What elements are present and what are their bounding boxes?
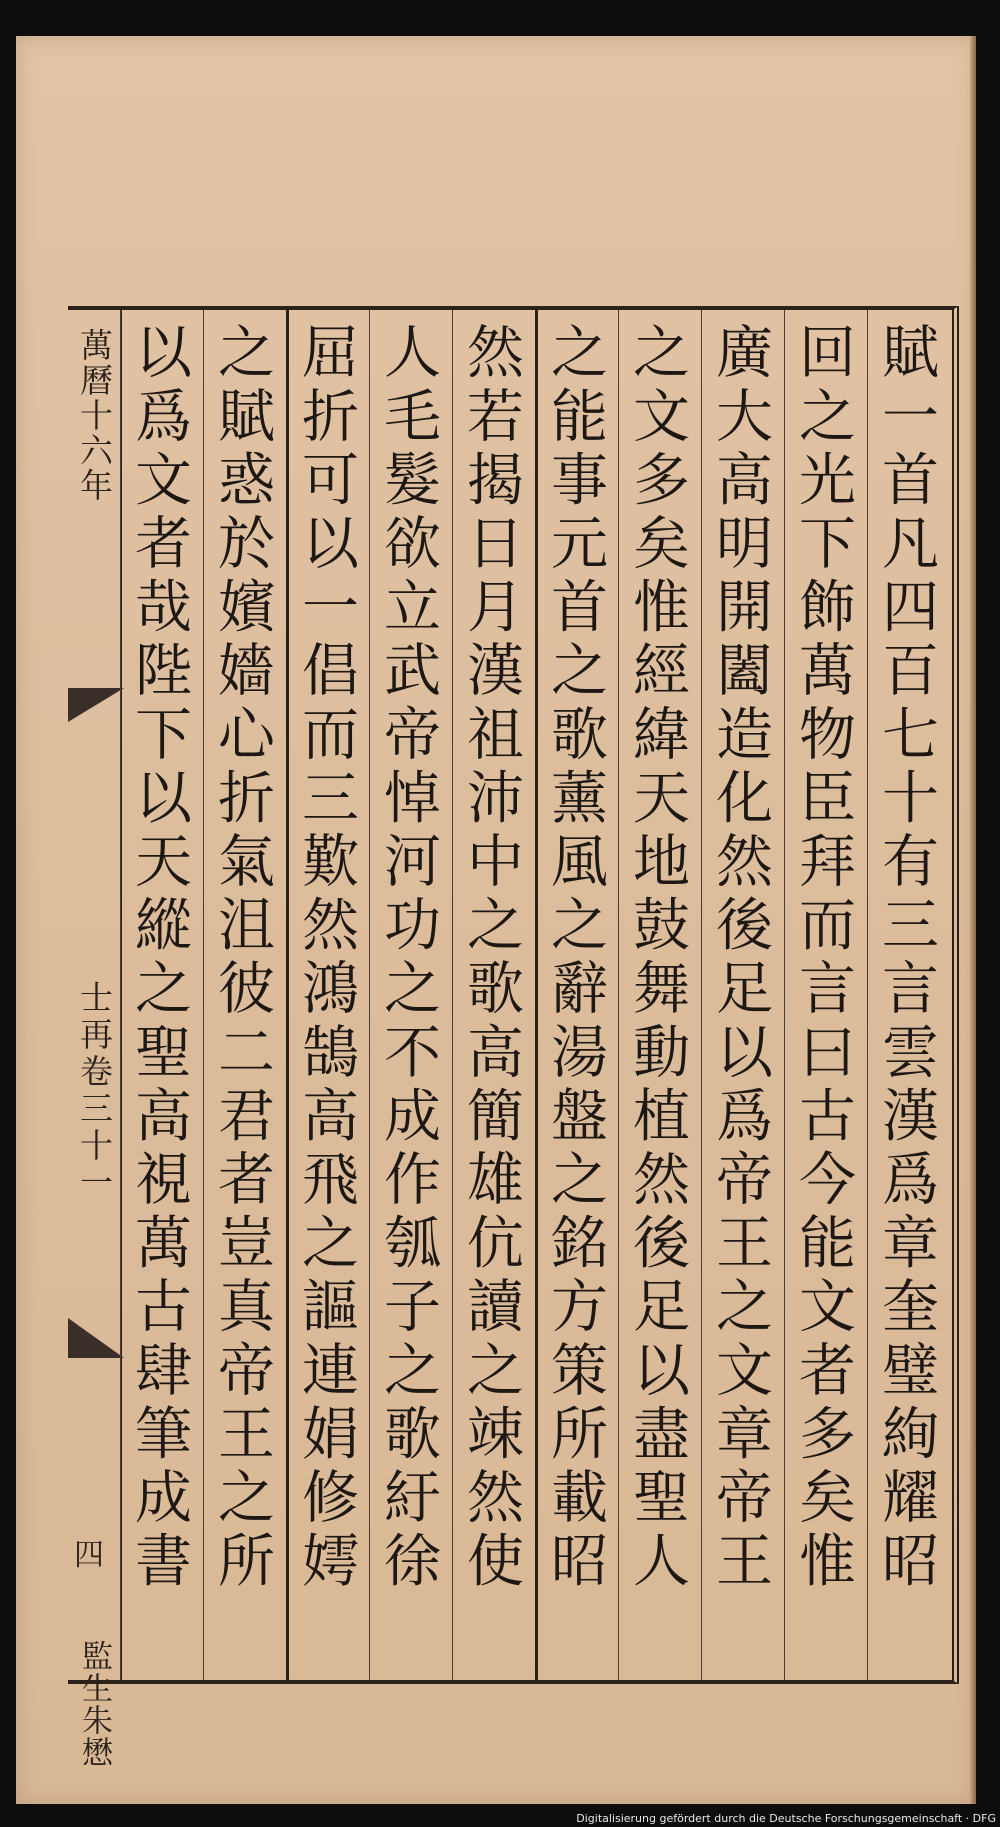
text-column-9 [203, 310, 279, 1680]
text-frame [68, 306, 959, 1768]
margin-section: 士再卷三十一 [75, 980, 114, 1202]
digitization-credit: Digitalisierung gefördert durch die Deutsche Forschungsgemeinschaft · DFG [576, 1812, 996, 1825]
text-column-4 [618, 310, 694, 1680]
column-text: 然若揭日月漢祖沛中之歌高簡雄伉讀之竦然使 [457, 322, 524, 1594]
column-text: 之能事元首之歌薰風之辭湯盤之銘方策所載昭 [541, 322, 608, 1594]
margin-page-number: 四 [74, 1538, 104, 1573]
text-column-2 [784, 310, 860, 1680]
margin-year: 萬曆十六年 [75, 328, 114, 503]
text-column-6 [452, 310, 528, 1680]
column-text: 屈折可以一倡而三歎然鴻鵠高飛之謳連娟修嫮 [292, 322, 359, 1594]
document-page [16, 36, 976, 1804]
text-column-3 [701, 310, 777, 1680]
column-text: 賦一首凡四百七十有三言雲漢爲章奎璧絢耀昭 [872, 322, 939, 1594]
margin-author: 監生朱懋 [76, 1640, 112, 1768]
text-column-5 [535, 310, 611, 1680]
upper-fishtail-mark [68, 688, 124, 722]
column-text: 以爲文者哉陛下以天縱之聖高視萬古肆筆成書 [125, 322, 192, 1594]
column-text: 人毛髮欲立武帝悼河功之不成作瓠子之歌紆徐 [374, 322, 441, 1594]
column-text: 之文多矣惟經緯天地鼓舞動植然後足以盡聖人 [623, 322, 690, 1594]
text-column-1 [867, 310, 943, 1680]
text-column-10 [120, 310, 196, 1680]
lower-fishtail-mark [68, 1318, 124, 1358]
column-text: 廣大高明開闔造化然後足以爲帝王之文章帝王 [706, 322, 773, 1594]
block-heart-margin [68, 310, 122, 1768]
text-column-7 [369, 310, 445, 1680]
column-text: 之賦惑於嬪嬙心折氣沮彼二君者豈真帝王之所 [208, 322, 275, 1594]
column-text: 回之光下飾萬物臣拜而言曰古今能文者多矣惟 [789, 322, 856, 1594]
text-column-8 [286, 310, 362, 1680]
